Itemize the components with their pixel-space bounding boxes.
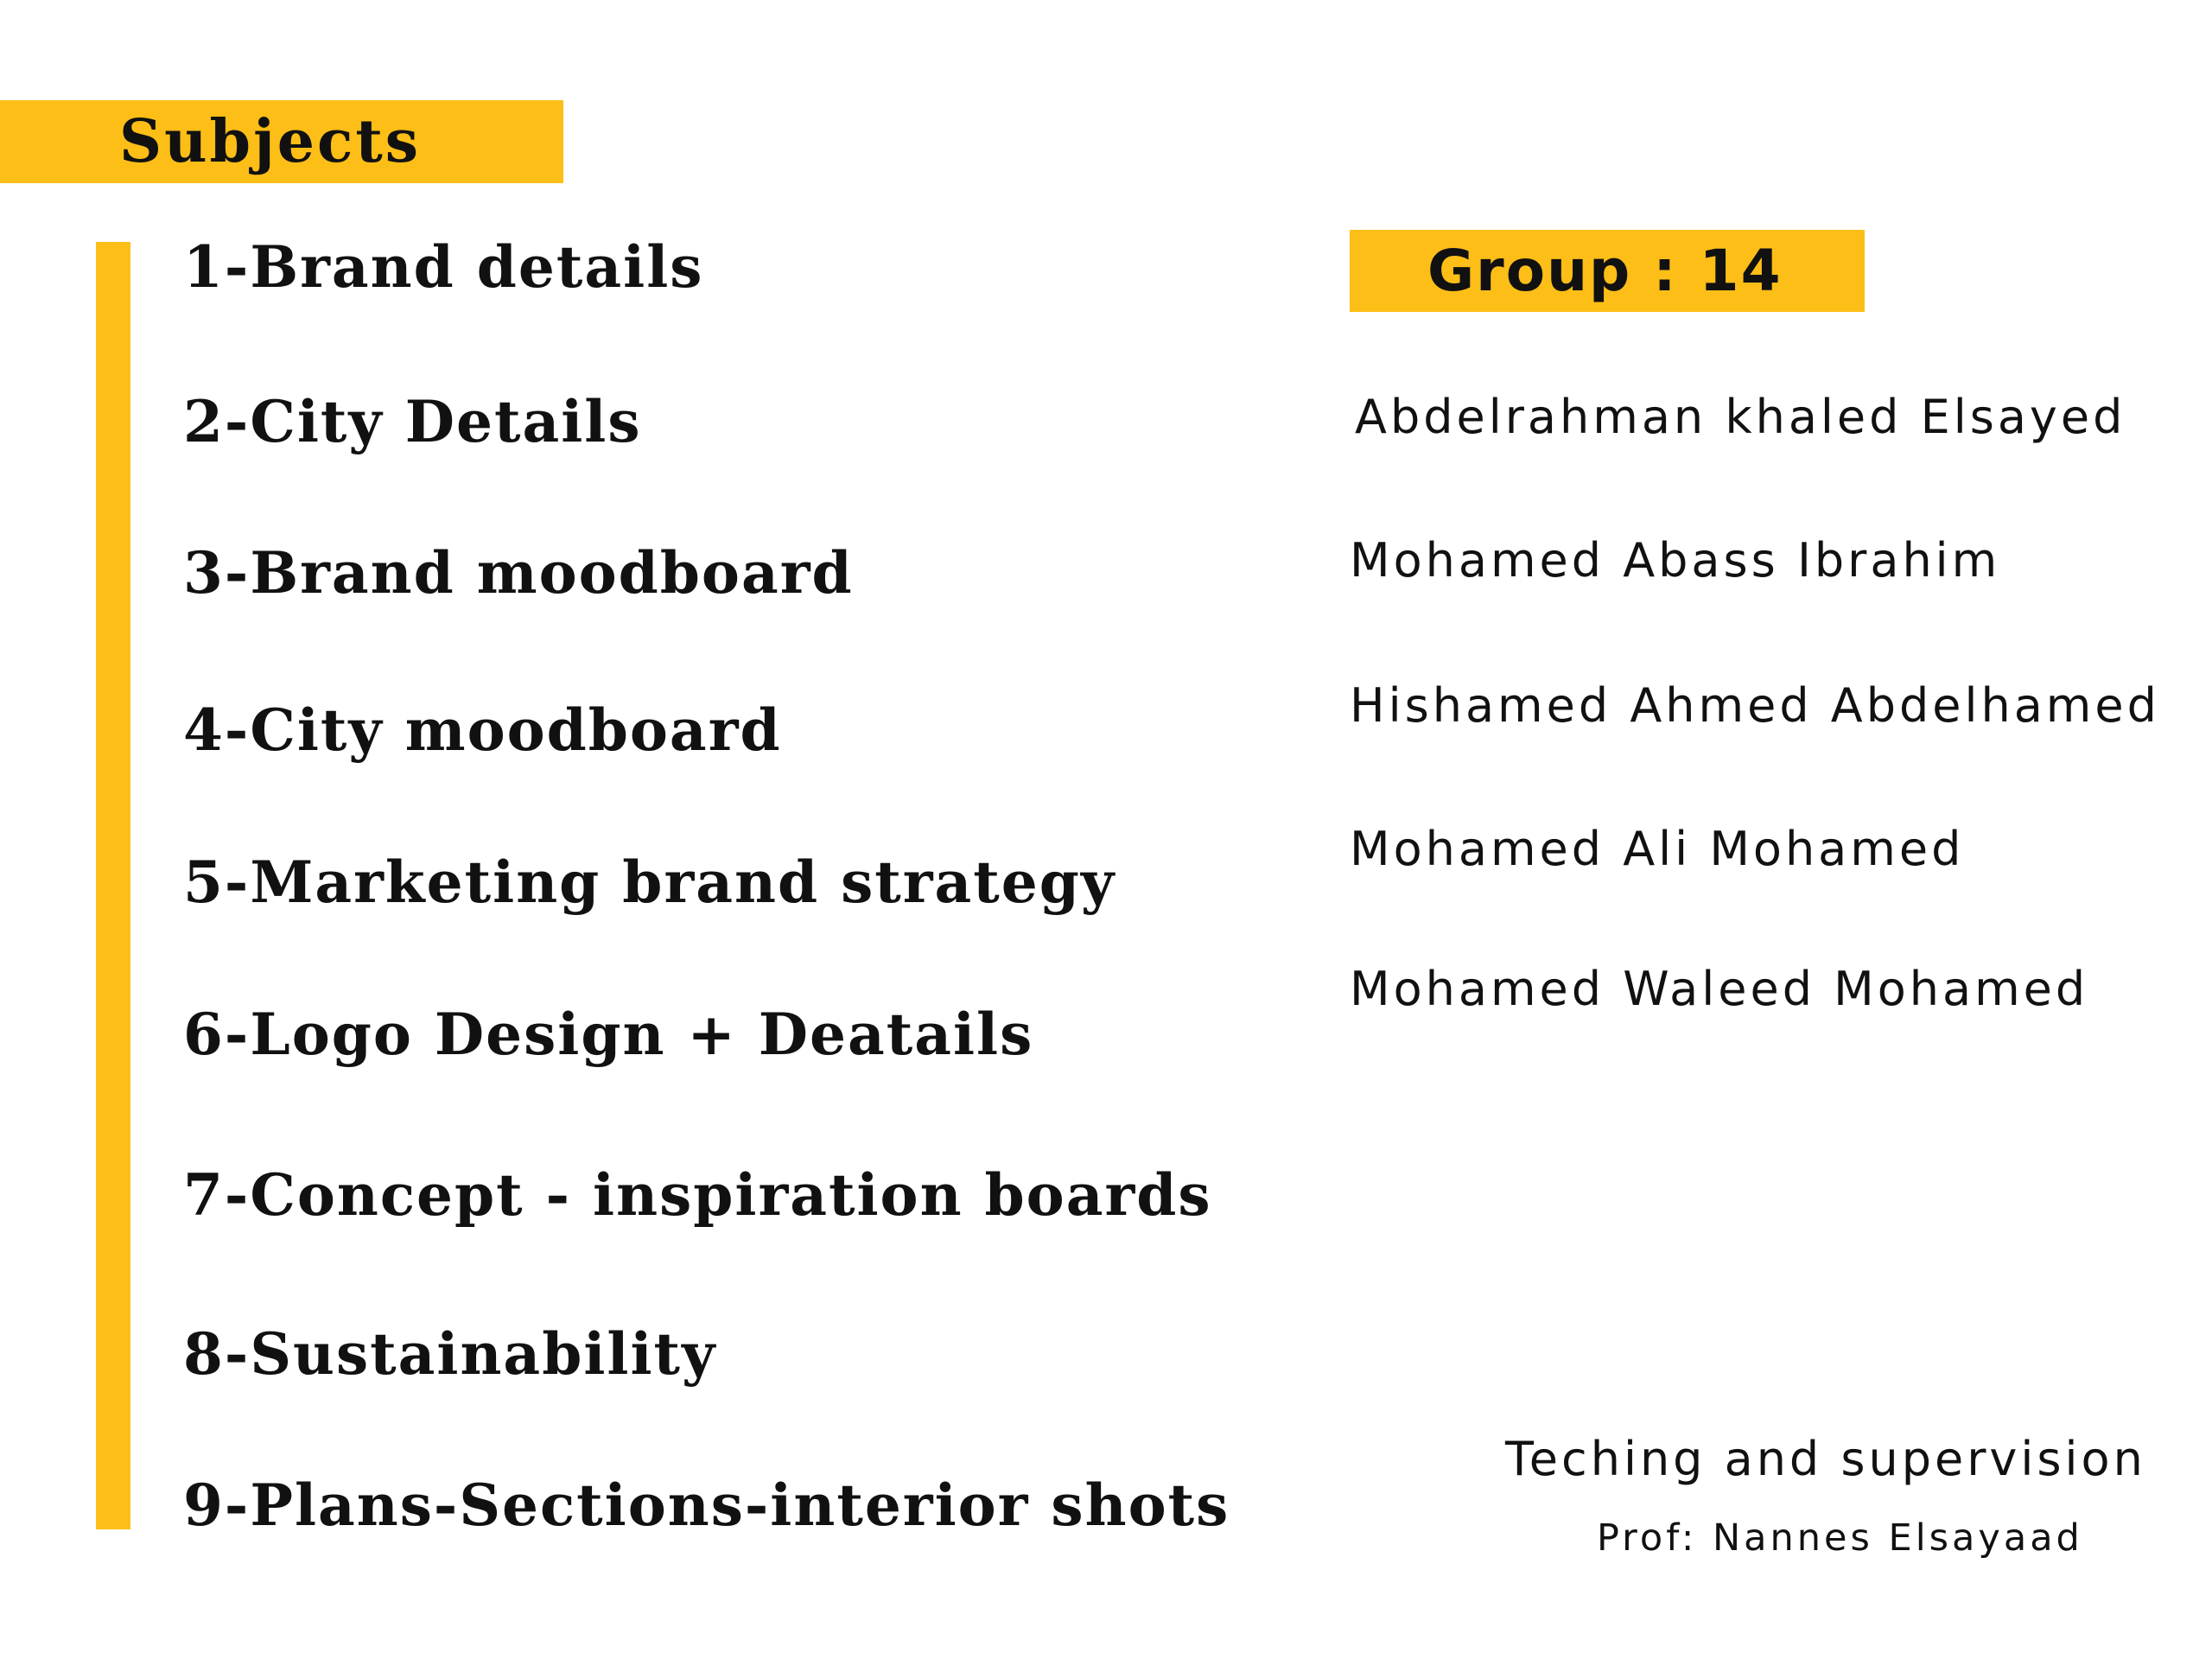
subject-item-city-moodboard: 4-City moodboard	[183, 696, 782, 764]
subject-item-marketing-brand-strategy: 5-Marketing brand strategy	[183, 849, 1116, 916]
subject-item-sustainability: 8-Sustainability	[183, 1320, 717, 1388]
subjects-title: Subjects	[119, 107, 422, 176]
group-member: Abdelrahman khaled Elsayed	[1355, 390, 2126, 444]
subject-item-brand-moodboard: 3-Brand moodboard	[183, 539, 854, 607]
subjects-accent-bar	[96, 242, 130, 1529]
subject-item-plans-sections-interior-shots: 9-Plans-Sections-interior shots	[183, 1471, 1230, 1539]
group-member: Mohamed Ali Mohamed	[1350, 822, 1965, 876]
professor-name: Prof: Nannes Elsayaad	[1597, 1516, 2083, 1560]
group-member: Mohamed Abass Ibrahim	[1350, 533, 2001, 588]
group-member: Mohamed Waleed Mohamed	[1350, 962, 2089, 1016]
subject-item-city-details: 2-City Details	[183, 388, 642, 455]
group-member: Hishamed Ahmed Abdelhamed	[1350, 678, 2160, 733]
group-label: Group : 14	[1427, 238, 1783, 304]
supervision-heading: Teching and supervision	[1505, 1432, 2146, 1486]
subject-item-logo-design: 6-Logo Design + Deatails	[183, 1001, 1034, 1068]
group-banner	[1350, 230, 1865, 312]
subject-item-brand-details: 1-Brand details	[183, 233, 704, 301]
subject-item-concept-inspiration-boards: 7-Concept - inspiration boards	[183, 1161, 1212, 1229]
